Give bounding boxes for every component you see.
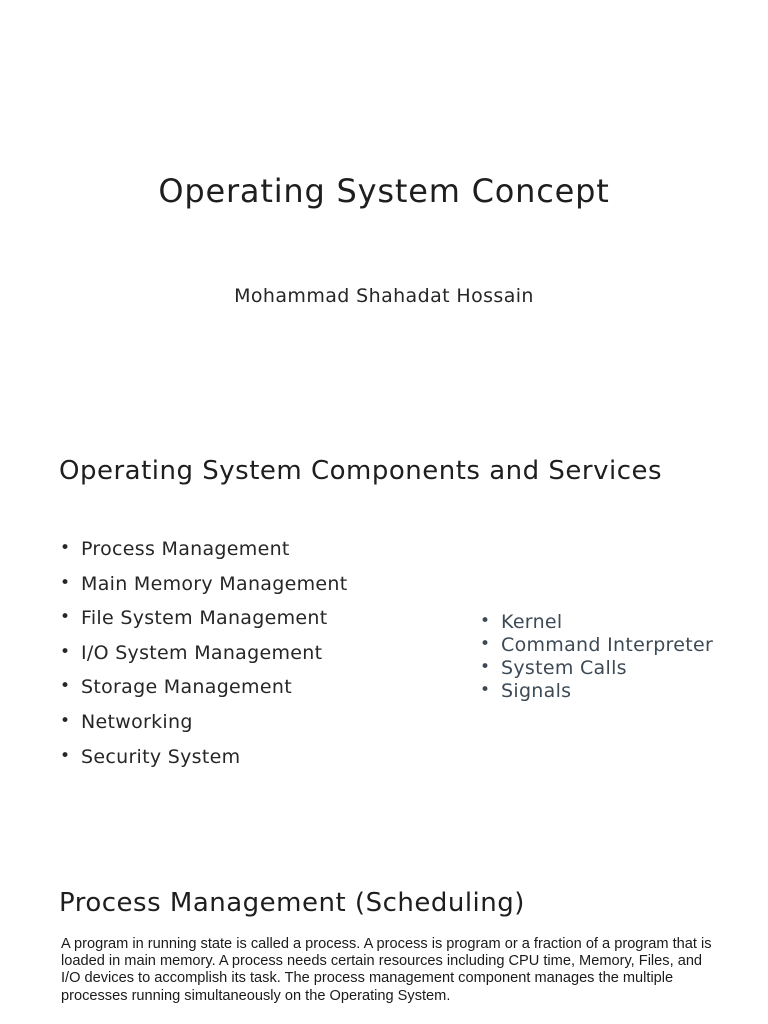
bullet-icon: • [60,745,71,766]
list-item [60,642,347,677]
bullet-icon: • [480,611,491,631]
bullet-icon: • [60,710,71,731]
components-list [60,538,347,780]
components-heading: Operating System Components and Services [59,456,663,486]
bullet-icon: • [60,538,71,558]
list-item-label: Security System [81,745,241,768]
bullet-icon: • [60,607,71,628]
bullet-icon: • [480,634,491,654]
list-item [480,611,713,634]
services-list [480,611,713,703]
list-item-label: Networking [81,710,193,733]
presentation-title: Operating System Concept [158,172,610,210]
list-item-label: Command Interpreter [501,634,714,656]
list-item-label: Signals [501,680,572,702]
list-item-label: Kernel [501,611,563,633]
list-item [60,573,347,608]
bullet-icon: • [60,641,71,662]
bullet-icon: • [60,572,71,593]
author-name: Mohammad Shahadat Hossain [234,285,534,307]
title-slide [0,0,768,420]
list-item [60,607,347,642]
bullet-icon: • [60,676,71,697]
list-item [60,538,347,573]
list-item [480,680,713,703]
list-item-label: System Calls [501,657,627,679]
list-item-label: I/O System Management [81,641,323,664]
list-item-label: Storage Management [81,676,292,699]
process-management-paragraph: A program in running state is called a process. A process is program or a fraction of a program that is loaded in main memory. A process needs certain resources including CPU time, Memory, Files, and I/O devices to accomplish its task. The process management component manages the multiple processes running simultaneously on the Operating System. [61,936,712,1004]
list-item-label: Process Management [81,538,290,560]
list-item [60,746,347,781]
list-item [480,634,713,657]
list-item-label: File System Management [81,607,328,630]
process-management-heading: Process Management (Scheduling) [59,888,525,918]
bullet-icon: • [480,680,491,700]
list-item-label: Main Memory Management [81,572,348,595]
list-item [60,711,347,746]
process-management-slide [0,850,768,1024]
list-item [480,657,713,680]
list-item [60,676,347,711]
bullet-icon: • [480,657,491,677]
components-slide [0,420,768,850]
